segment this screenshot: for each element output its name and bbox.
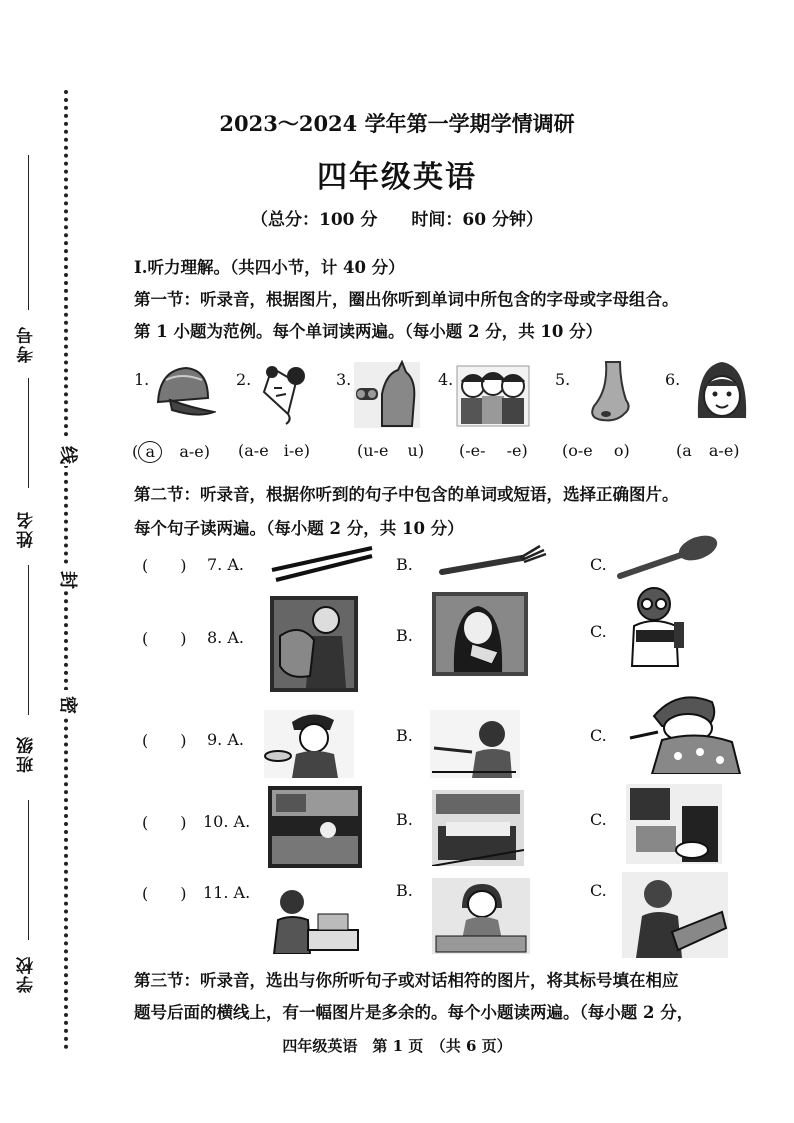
q11-option-b-label: B. [396, 881, 413, 900]
item-6-option-b[interactable]: a-e) [708, 441, 740, 460]
kite-icon [252, 362, 318, 426]
section3-instruction-1: 第三节：听录音，选出与你所听句子或对话相符的图片，将其标号填在相应 [134, 971, 679, 990]
girl-phone-picture [432, 592, 528, 676]
q11-option-c-label: C. [590, 881, 607, 900]
q7-option-c-label: C. [590, 555, 607, 574]
section2-instruction-2: 每个句子读两遍。（每小题 2 分，共 10 分） [134, 519, 464, 538]
exam-title: 2023～2024 学年第一学期学情调研 [219, 111, 575, 136]
boy-backpack-picture [270, 596, 358, 692]
fork-icon [436, 540, 548, 580]
item-3-option-a[interactable]: (u-e [357, 441, 389, 460]
q8-option-b-label: B. [396, 626, 413, 645]
section2-instruction-1: 第二节：听录音，根据你听到的句子中包含的单词或短语，选择正确图片。 [134, 485, 679, 504]
item-5-options [562, 441, 630, 460]
part1-heading: Ⅰ.听力理解。（共四小节，计 40 分） [134, 258, 405, 277]
chopsticks-icon [268, 544, 376, 584]
number-label: 考号 [17, 325, 37, 363]
section1-instruction-2: 第 1 小题为范例。每个单词读两遍。（每小题 2 分，共 10 分） [134, 322, 603, 341]
q11-answer-blank[interactable]: ( ) [142, 884, 187, 903]
page-footer: 四年级英语 第 1 页 （共 6 页） [282, 1037, 512, 1055]
item-3-number: 3. [336, 370, 352, 389]
name-blank-line [28, 378, 29, 488]
item-2-options [238, 441, 310, 460]
q9-option-c-label: C. [590, 726, 607, 745]
q9-answer-blank[interactable]: ( ) [142, 731, 187, 750]
item-2-option-b[interactable]: i-e) [283, 441, 310, 460]
boy-glasses-picture [622, 582, 688, 668]
q9-option-a-label: 9. A. [207, 730, 244, 749]
q10-option-a-label: 10. A. [203, 812, 251, 831]
seal-char-seal: 封 [56, 565, 82, 591]
item-4-option-a[interactable]: (-e- [459, 441, 486, 460]
q10-option-c-label: C. [590, 810, 607, 829]
q9-option-b-label: B. [396, 726, 413, 745]
girl-fork-picture [428, 708, 522, 780]
class-label: 班级 [17, 735, 37, 773]
bedroom-picture [432, 790, 524, 866]
item-5-option-a[interactable]: (o-e [562, 441, 593, 460]
item-1-options [132, 441, 210, 463]
spoon-icon [614, 530, 726, 582]
q7-answer-blank[interactable]: ( ) [142, 556, 187, 575]
q11-option-a-label: 11. A. [203, 883, 251, 902]
girl-cleaning-picture [262, 884, 362, 954]
item-1-number: 1. [134, 370, 150, 389]
item-2-number: 2. [236, 370, 252, 389]
boy-desk-picture [622, 872, 728, 958]
kitchen-picture [268, 786, 362, 868]
girl-face-icon [694, 358, 750, 426]
cap-icon [152, 362, 216, 420]
item-3-option-b[interactable]: u) [407, 441, 425, 460]
item-4-options [459, 441, 528, 460]
item-4-number: 4. [438, 370, 454, 389]
item-4-option-b[interactable]: -e) [506, 441, 528, 460]
item-6-option-a[interactable]: (a [676, 441, 692, 460]
boys-icon [455, 364, 531, 428]
class-blank-line [28, 565, 29, 715]
seal-char-line: 线 [56, 440, 82, 466]
item-2-option-a[interactable]: (a-e [238, 441, 269, 460]
q10-answer-blank[interactable]: ( ) [142, 813, 187, 832]
item-1-option-b: a-e) [179, 442, 210, 461]
bathroom-picture [626, 784, 722, 864]
section3-instruction-2: 题号后面的横线上，有一幅图片是多余的。每个小题读两遍。（每小题 2 分， [134, 1003, 694, 1022]
q7-option-a-label: 7. A. [207, 555, 244, 574]
q10-option-b-label: B. [396, 810, 413, 829]
boy-eating-picture [262, 708, 356, 780]
name-label: 姓名 [17, 510, 37, 548]
item-5-option-b[interactable]: o) [613, 441, 630, 460]
girl-table-picture [432, 878, 530, 954]
school-label: 学校 [17, 955, 37, 993]
mule-icon [352, 360, 422, 430]
q8-option-c-label: C. [590, 622, 607, 641]
item-1-open-paren: ( [132, 442, 139, 461]
q8-option-a-label: 8. A. [207, 628, 244, 647]
exam-meta: （总分：100 分 时间：60 分钟） [251, 210, 543, 230]
q8-answer-blank[interactable]: ( ) [142, 629, 187, 648]
q7-option-b-label: B. [396, 555, 413, 574]
seal-char-secret: 密 [56, 690, 82, 716]
nose-icon [580, 360, 640, 426]
item-5-number: 5. [555, 370, 571, 389]
item-6-number: 6. [665, 370, 681, 389]
girl-sleeping-picture [628, 686, 746, 774]
section1-instruction-1: 第一节：听录音，根据图片，圈出你听到单词中所包含的字母或字母组合。 [134, 290, 679, 309]
item-6-options [676, 441, 740, 460]
item-3-options [357, 441, 424, 460]
school-blank-line [28, 800, 29, 940]
item-1-example-circled: a [138, 441, 162, 463]
subject-title: 四年级英语 [317, 160, 477, 195]
